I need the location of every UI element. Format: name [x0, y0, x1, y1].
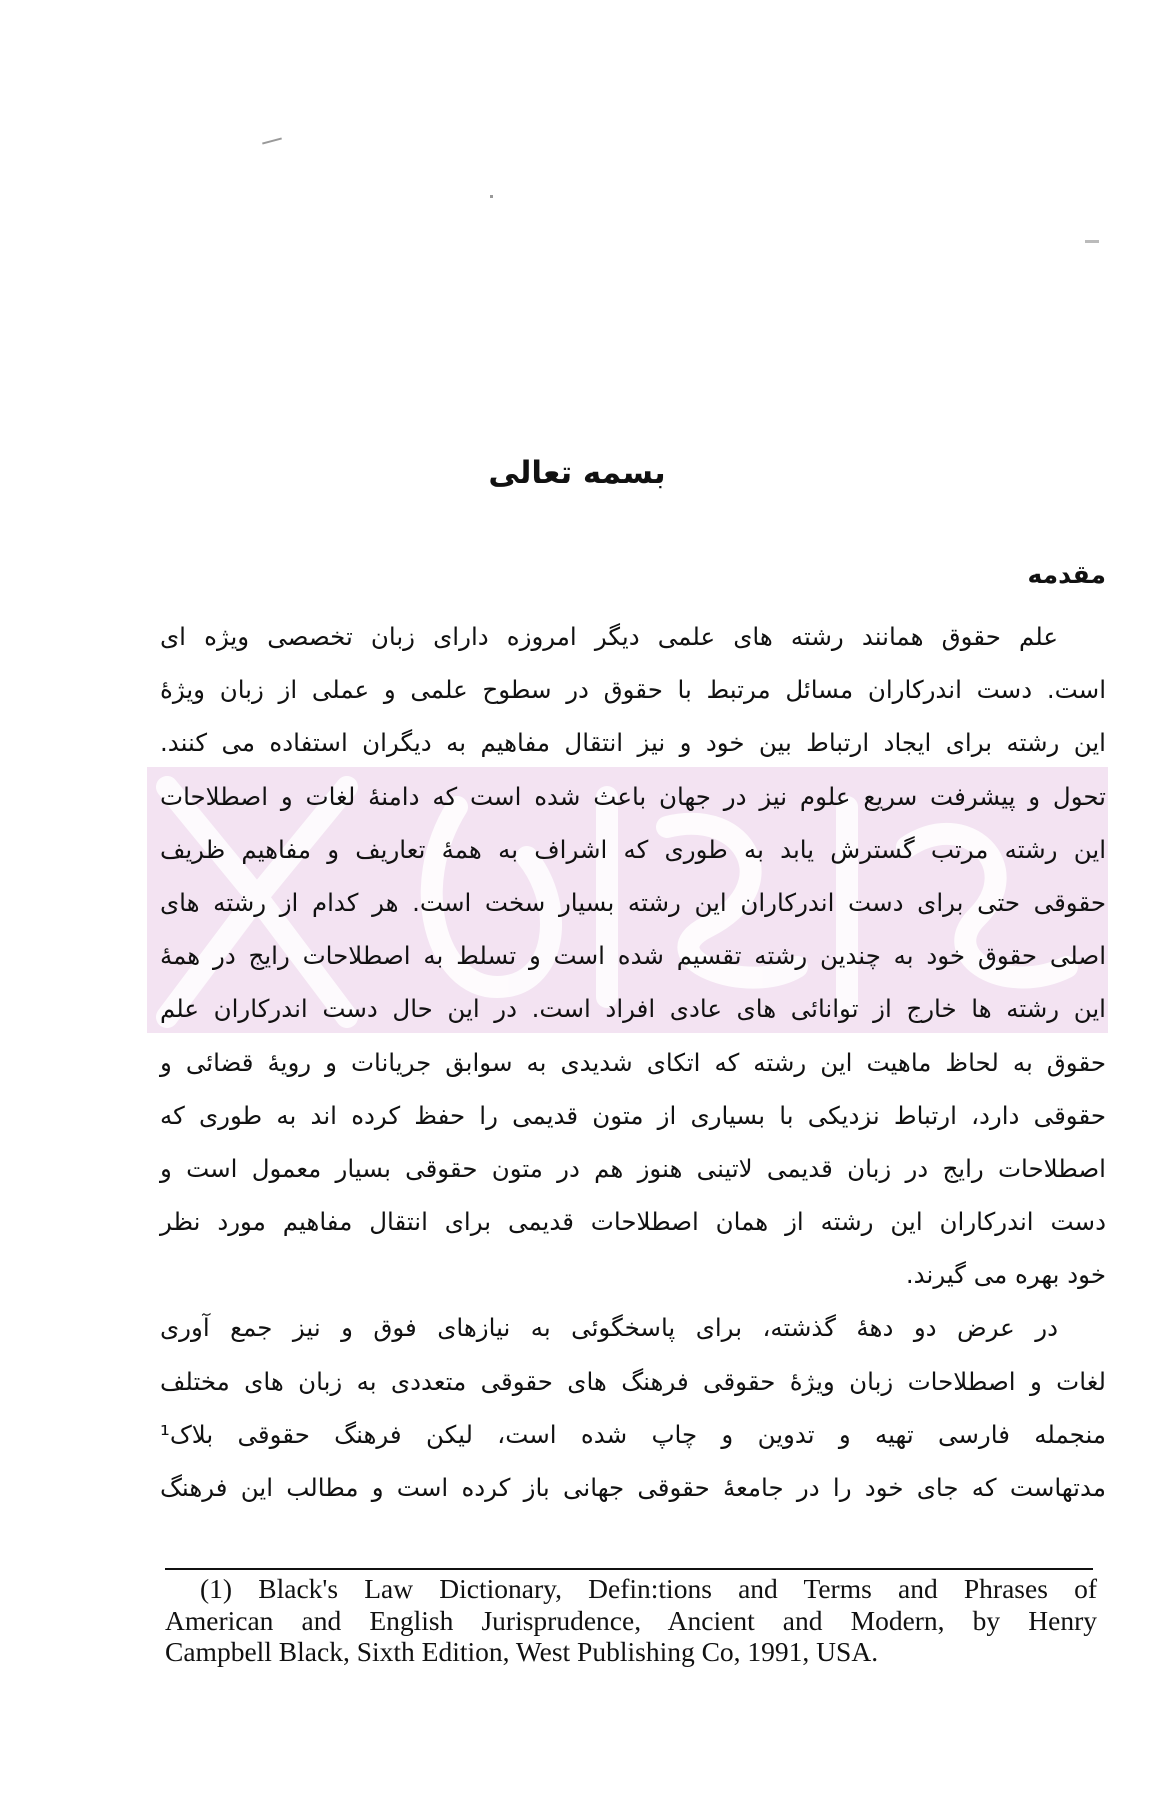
text-line: است. دست اندرکاران مسائل مرتبط با حقوق در سطوح علمی و عملی از زبان ویژهٔ	[160, 675, 1106, 705]
text-line: حقوقی دارد، ارتباط نزدیکی با بسیاری از متون قدیمی را حفظ کرده اند به طوری که	[160, 1100, 1106, 1130]
footnote-line: American and English Jurisprudence, Ancient and Modern, by Henry	[165, 1604, 1097, 1636]
page-title: بسمه تعالی	[488, 455, 666, 491]
footnote-divider	[165, 1568, 1093, 1570]
footnote-line: Campbell Black, Sixth Edition, West Publishing Co, 1991, USA.	[165, 1636, 879, 1667]
text-line: این رشته ها خارج از توانائی های عادی افراد است. در این حال دست اندرکاران علم	[160, 994, 1106, 1024]
scan-speck	[1085, 240, 1099, 243]
text-line: تحول و پیشرفت سریع علوم نیز در جهان باعث شده است که دامنهٔ لغات و اصطلاحات	[160, 781, 1106, 811]
text-line: این رشته برای ایجاد ارتباط بین خود و نیز انتقال مفاهیم به دیگران استفاده می کنند.	[160, 728, 1106, 758]
text-line: این رشته مرتب گسترش یابد به طوری که اشراف به همهٔ تعاریف و مفاهیم ظریف	[160, 834, 1106, 864]
text-line: منجمله فارسی تهیه و تدوین و چاپ شده است، لیکن فرهنگ حقوقی بلاک¹	[160, 1419, 1106, 1449]
text-line: علم حقوق همانند رشته های علمی دیگر امروزه دارای زبان تخصصی ویژه ای	[160, 622, 1058, 651]
text-line: در عرض دو دههٔ گذشته، برای پاسخگوئی به نیازهای فوق و نیز جمع آوری	[160, 1313, 1058, 1343]
body-text	[160, 610, 1106, 1514]
section-heading: مقدمه	[1027, 560, 1106, 589]
footnote-line: (1) Black's Law Dictionary, Defin:tions and Terms and Phrases of	[200, 1573, 1097, 1604]
text-line: خود بهره می گیرند.	[905, 1260, 1106, 1290]
scan-speck	[262, 137, 282, 144]
text-line: حقوق به لحاظ ماهیت این رشته که اتکای شدیدی به سوابق جریانات و رویهٔ قضائی و	[160, 1047, 1106, 1077]
text-line: اصطلاحات رایج در زبان قدیمی لاتینی هنوز هم در متون حقوقی بسیار معمول است و	[160, 1153, 1106, 1183]
text-line: اصلی حقوق خود به چندین رشته تقسیم شده است و تسلط به اصطلاحات رایج در همهٔ	[160, 941, 1106, 971]
text-line: مدتهاست که جای خود را در جامعهٔ حقوقی جهانی باز کرده است و مطالب این فرهنگ	[160, 1473, 1106, 1502]
scan-speck	[490, 195, 493, 198]
text-line: لغات و اصطلاحات زبان ویژهٔ حقوقی فرهنگ های حقوقی متعددی به زبان های مختلف	[160, 1366, 1106, 1396]
footnote	[165, 1573, 1097, 1668]
text-line: دست اندرکاران این رشته از همان اصطلاحات قدیمی برای انتقال مفاهیم مورد نظر	[160, 1207, 1106, 1237]
text-line: حقوقی حتی برای دست اندرکاران این رشته بسیار سخت است. هر کدام از رشته های	[160, 887, 1106, 917]
